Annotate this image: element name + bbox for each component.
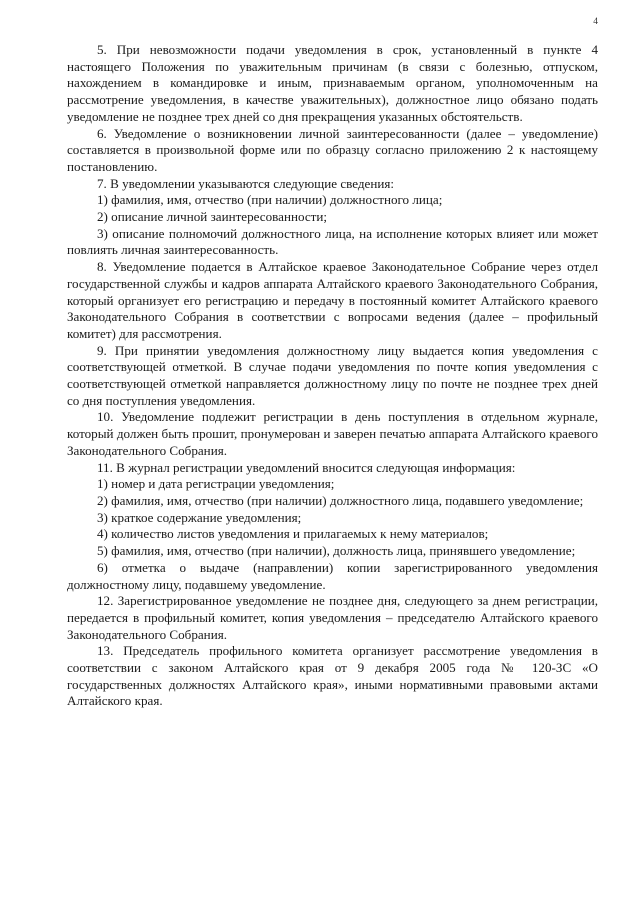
paragraph-10: 10. Уведомление подлежит регистрации в день поступления в отдельном журнале, который должен быть прошит, пронумерован и заверен печатью аппарата Алтайского краевого Законодательного Собрания. [67, 409, 598, 458]
paragraph-5: 5. При невозможности подачи уведомления в срок, установленный в пункте 4 настоящего Положения по уважительным причинам (в связи с болезнью, отпуском, нахождением в командировке и иным, признаваемым органом, уполномоченным на рассмотрение уведомления, в качестве уважительных), должностное лицо обязано подать уведомление не позднее трех дней со дня прекращения указанных обстоятельств. [67, 42, 598, 124]
list-item: 2) описание личной заинтересованности; [97, 209, 328, 225]
document-body [67, 42, 598, 710]
list-item: 3) описание полномочий должностного лица, на исполнение которых влияет или может повлиять личная заинтересованность. [67, 225, 598, 258]
list-item: 4) количество листов уведомления и прилагаемых к нему материалов; [97, 526, 489, 542]
list-item: 3) краткое содержание уведомления; [97, 509, 302, 525]
list-item: 2) фамилия, имя, отчество (при наличии) должностного лица, подавшего уведомление; [97, 492, 584, 508]
paragraph-8: 8. Уведомление подается в Алтайское краевое Законодательное Собрание через отдел государственной службы и кадров аппарата Алтайского краевого Законодательного Собрания, который организует его регистрацию и передачу в постоянный комитет Алтайского краевого Законодательного Собрания в соответствии с вопросами ведения (далее – профильный комитет) для рассмотрения. [67, 259, 598, 341]
list-item: 1) номер и дата регистрации уведомления; [97, 476, 335, 492]
paragraph-11: 11. В журнал регистрации уведомлений вносится следующая информация: [97, 459, 516, 475]
list-item: 1) фамилия, имя, отчество (при наличии) должностного лица; [97, 192, 443, 208]
page-number: 4 [593, 17, 598, 27]
paragraph-13: 13. Председатель профильного комитета организует рассмотрение уведомления в соответствии с законом Алтайского края от 9 декабря 2005 года № 120-ЗС «О государственных должностях Алтайского края», иными нормативными правовыми актами Алтайского края. [67, 643, 598, 709]
paragraph-12: 12. Зарегистрированное уведомление не позднее дня, следующего за днем регистрации, передается в профильный комитет, копия уведомления – председателю Алтайского краевого Законодательного Собрания. [67, 593, 598, 642]
list-item: 5) фамилия, имя, отчество (при наличии), должность лица, принявшего уведомление; [97, 543, 576, 559]
paragraph-7: 7. В уведомлении указываются следующие сведения: [97, 175, 395, 191]
paragraph-9: 9. При принятии уведомления должностному лицу выдается копия уведомления с соответствующей отметкой. В случае подачи уведомления по почте копия уведомления с соответствующей отметкой направляется должностному лицу по почте не позднее трех дней со дня поступления уведомления. [67, 342, 598, 408]
list-item: 6) отметка о выдаче (направлении) копии зарегистрированного уведомления должностному лицу, подавшему уведомление. [67, 559, 598, 592]
paragraph-6: 6. Уведомление о возникновении личной заинтересованности (далее – уведомление) составляется в произвольной форме или по образцу согласно приложению 2 к настоящему постановлению. [67, 125, 598, 174]
